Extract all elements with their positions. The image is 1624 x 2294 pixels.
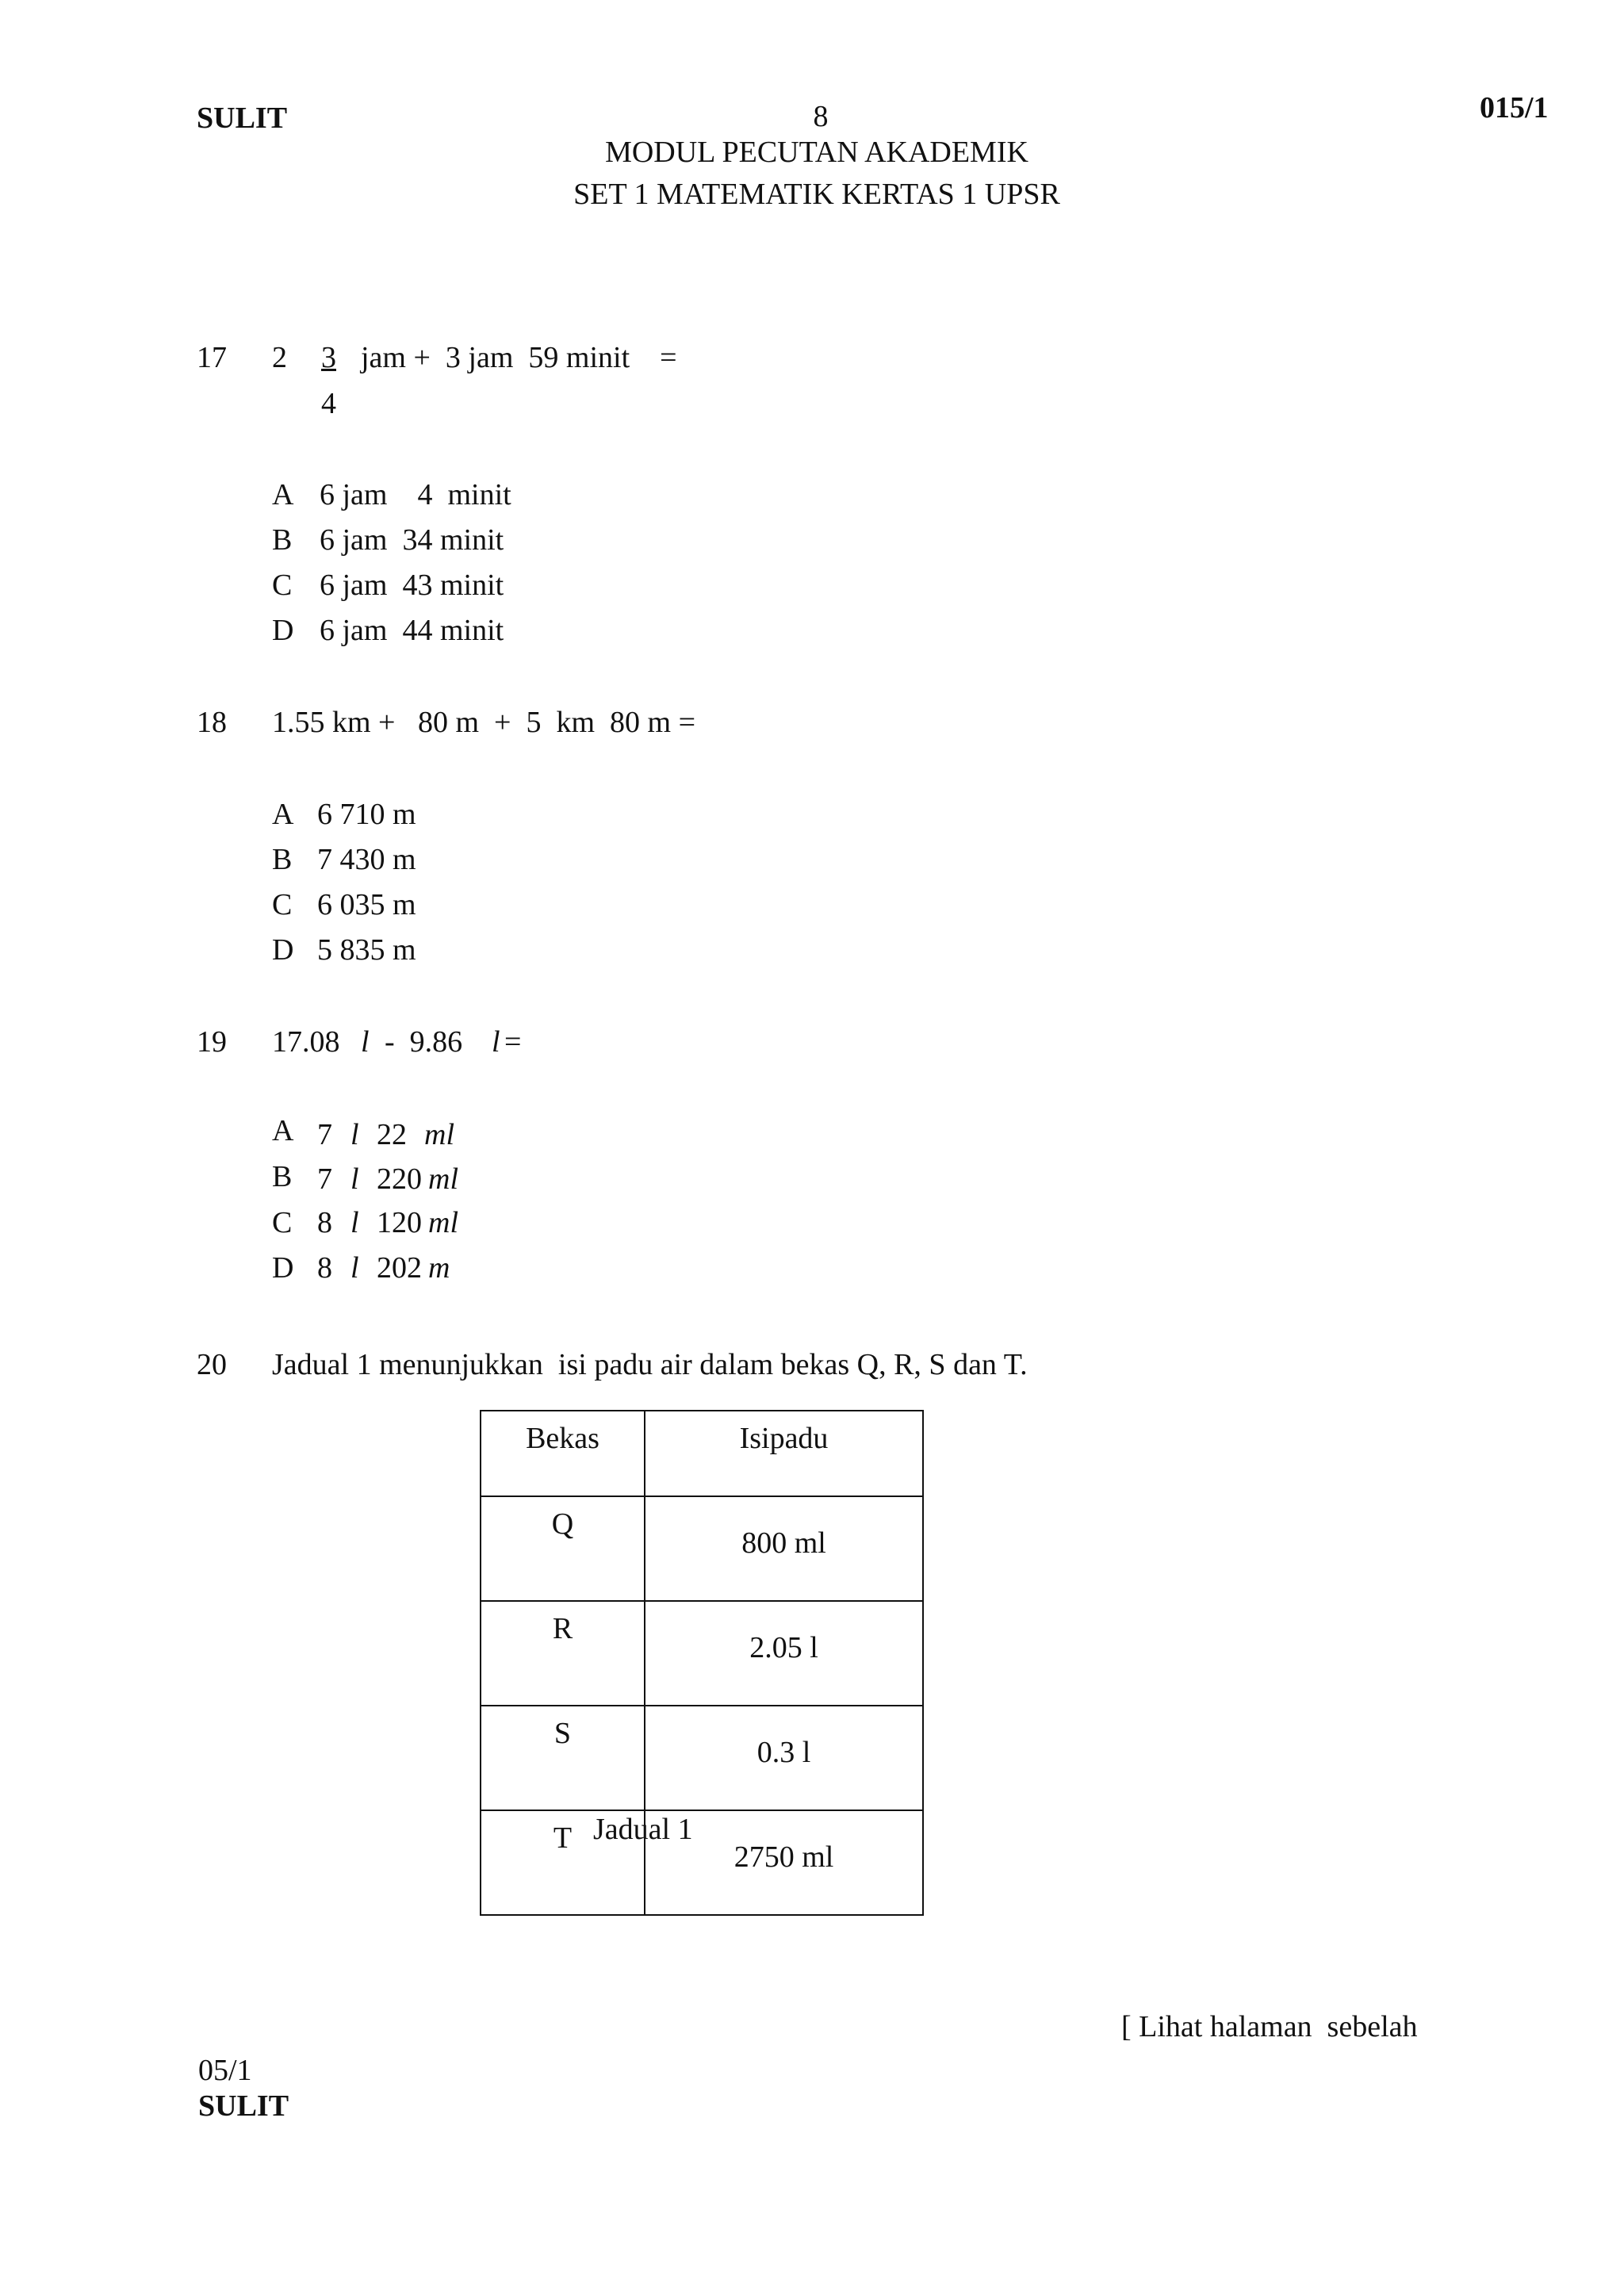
option-text: 6 710 m <box>317 798 416 831</box>
table-header-cell: Isipadu <box>645 1411 923 1496</box>
table-row <box>481 1601 923 1706</box>
question-expression: jam + 3 jam 59 minit = <box>361 341 677 374</box>
option-letter: B <box>272 523 293 557</box>
table-cell: R <box>481 1601 645 1706</box>
option-millilitres: 220 <box>377 1162 422 1196</box>
mixed-number-whole: 2 <box>272 341 287 374</box>
option-letter: C <box>272 1206 293 1239</box>
header-sulit: SULIT <box>197 101 288 135</box>
table-row <box>481 1496 923 1601</box>
next-page-note: [ Lihat halaman sebelah <box>1121 2010 1418 2043</box>
question-number: 20 <box>197 1348 227 1381</box>
expression-value-1: 17.08 <box>272 1025 340 1059</box>
option-letter: D <box>272 614 294 647</box>
option-text: 5 835 m <box>317 933 416 967</box>
title-line-2: SET 1 MATEMATIK KERTAS 1 UPSR <box>573 178 1060 211</box>
option-text: 6 jam 4 minit <box>320 478 511 511</box>
option-text: 6 jam 44 minit <box>320 614 504 647</box>
option-millilitre-unit: ml <box>424 1118 454 1151</box>
table-row <box>481 1706 923 1810</box>
option-letter: C <box>272 888 293 921</box>
option-litres: 8 <box>317 1251 332 1285</box>
option-letter: A <box>272 798 294 831</box>
expression-equals: = <box>504 1025 522 1059</box>
table-header-cell: Bekas <box>481 1411 645 1496</box>
option-millilitres: 22 <box>377 1118 407 1151</box>
question-number: 17 <box>197 341 227 374</box>
question-number: 18 <box>197 706 227 739</box>
option-millilitres: 202 <box>377 1251 422 1285</box>
title-line-1: MODUL PECUTAN AKADEMIK <box>605 136 1028 169</box>
footer-code: 05/1 <box>198 2054 252 2087</box>
option-letter: B <box>272 1160 293 1193</box>
option-millilitre-unit: ml <box>428 1206 458 1239</box>
option-text: 6 jam 43 minit <box>320 569 504 602</box>
option-letter: B <box>272 843 293 876</box>
option-litre-unit: l <box>350 1251 359 1285</box>
page-number: 8 <box>813 100 829 133</box>
option-letter: C <box>272 569 293 602</box>
table-cell: 2.05 l <box>645 1601 923 1706</box>
option-millilitre-unit: m <box>428 1251 450 1285</box>
option-litres: 7 <box>317 1162 332 1196</box>
option-litres: 7 <box>317 1118 332 1151</box>
footer-sulit: SULIT <box>198 2089 289 2123</box>
option-letter: D <box>272 933 294 967</box>
option-litre-unit: l <box>350 1206 359 1239</box>
table-cell: Q <box>481 1496 645 1601</box>
fraction-numerator: 3 <box>321 341 336 374</box>
fraction-denominator: 4 <box>321 387 336 420</box>
table-cell: S <box>481 1706 645 1810</box>
header-code: 015/1 <box>1480 91 1549 124</box>
table-cell: 800 ml <box>645 1496 923 1601</box>
option-text: 7 430 m <box>317 843 416 876</box>
table-header-row <box>481 1411 923 1496</box>
table-cell: 0.3 l <box>645 1706 923 1810</box>
option-text: 6 035 m <box>317 888 416 921</box>
option-letter: A <box>272 478 294 511</box>
option-millilitre-unit: ml <box>428 1162 458 1196</box>
table-cell: T <box>481 1810 645 1915</box>
table-caption: Jadual 1 <box>593 1813 693 1846</box>
option-litre-unit: l <box>350 1118 359 1151</box>
expression-unit-1: l <box>361 1025 370 1059</box>
option-letter: D <box>272 1251 294 1285</box>
expression-unit-2: l <box>492 1025 500 1059</box>
table-cell: 2750 ml <box>645 1810 923 1915</box>
question-stem: Jadual 1 menunjukkan isi padu air dalam bekas Q, R, S dan T. <box>272 1348 1028 1381</box>
question-expression: 1.55 km + 80 m + 5 km 80 m = <box>272 706 696 739</box>
table-row <box>481 1810 923 1915</box>
option-litres: 8 <box>317 1206 332 1239</box>
option-text: 6 jam 34 minit <box>320 523 504 557</box>
question-number: 19 <box>197 1025 227 1059</box>
option-millilitres: 120 <box>377 1206 422 1239</box>
volume-table <box>480 1410 924 1916</box>
expression-value-2: - 9.86 <box>385 1025 463 1059</box>
option-letter: A <box>272 1114 294 1147</box>
option-litre-unit: l <box>350 1162 359 1196</box>
